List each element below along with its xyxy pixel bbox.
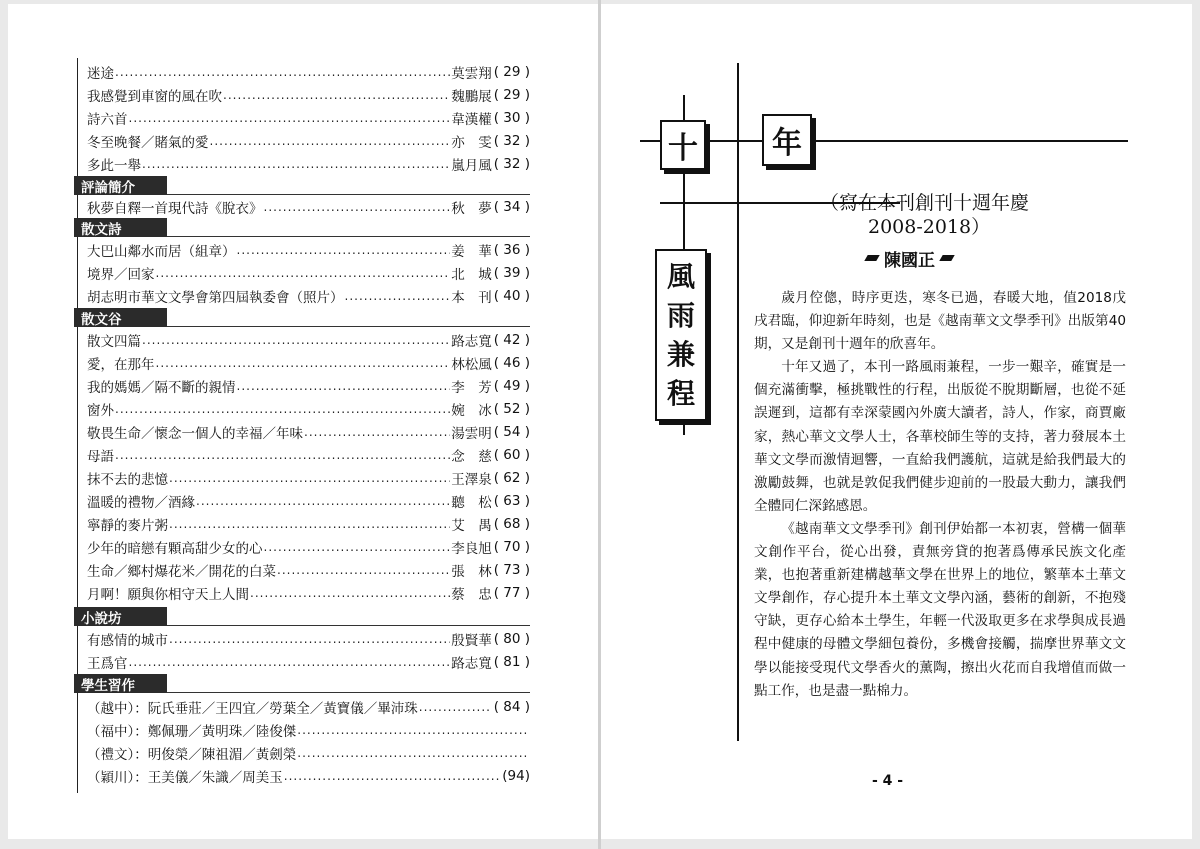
toc-entry[interactable]: （越中）：阮氏垂莊／王四宜／勞葉全／黃寶儀／畢沛珠 ..... ( 84 ) [87,696,530,717]
article-paragraph: 歲月倥傯，時序更迭，寒冬已過，春暖大地，值2018戊戌君臨，仰迎新年時刻，也是《越南華文文學季刊》出版第40期，又是創刊十週年的欣喜年。 [754,290,1126,353]
toc-entry[interactable]: 愛，在那年 ..... 林松風 ( 46 ) [87,352,530,373]
title-char: 風 [666,259,695,293]
toc-entry[interactable]: 多此一舉 ..... 嵐月風 ( 32 ) [87,153,530,174]
toc-entry[interactable]: 我感覺到車窗的風在吹 ..... 魏鵬展 ( 29 ) [87,84,530,105]
section-header-fiction: 小說坊 [74,607,167,626]
toc-entry[interactable]: 冬至晚餐／賭氣的愛 ..... 亦 雯 ( 32 ) [87,130,530,151]
toc-entry[interactable]: 秋夢自釋一首現代詩《脫衣》 ..... 秋 夢 ( 34 ) [87,196,530,217]
toc-entry[interactable]: 詩六首 ..... 韋漢權 ( 30 ) [87,107,530,128]
toc-entry[interactable]: 迷途 ..... 莫雲翔 ( 29 ) [87,61,530,82]
toc-entry[interactable]: 月啊！願與你相守天上人間 ..... 蔡 忠 ( 77 ) [87,582,530,603]
heading-char-year: 年 [762,114,812,166]
section-header-prose-poem: 散文詩 [74,218,167,237]
title-char: 雨 [666,298,695,332]
toc-entry[interactable]: 境界／回家 ..... 北 城 ( 39 ) [87,262,530,283]
section-rule [167,236,530,237]
section-rule [167,326,530,327]
frame-vertical-rule [737,63,739,741]
toc-entry[interactable]: 王爲官 ..... 路志寬 ( 81 ) [87,651,530,672]
section-rule [167,194,530,195]
toc-entry[interactable]: 溫暖的禮物／酒緣 ..... 聽 松 ( 63 ) [87,490,530,511]
author-mark-left [864,255,879,261]
section-header-review: 評論簡介 [74,176,167,195]
toc-entry[interactable]: （禮文）：明俊榮／陳祖湄／黃劍榮 ..... [87,742,530,763]
heading-char-ten: 十 [660,120,706,170]
toc-entry[interactable]: 窗外 ..... 婉 冰 ( 52 ) [87,398,530,419]
section-header-students: 學生習作 [74,674,167,693]
toc-entry[interactable]: 我的媽媽／隔不斷的親情 ..... 李 芳 ( 49 ) [87,375,530,396]
article-paragraph: 十年又過了，本刊一路風雨兼程，一步一艱辛，確實是一個充滿衝擊，極挑戰性的行程，出版從不脫期斷層，也從不延誤遲到，這都有幸深蒙國內外廣大讀者，詩人，作家，商賈廠家，熱心華文文學人士，各華校師生等的支持，著力發展本土華文文學而激情迴響，一直給我們護航，這就是給我們最大的激勵鼓舞，也就是敦促我們健步迎前的一股最大動力，讓我們全體同仁深銘感恩。 [754,359,1126,514]
toc-entry[interactable]: 生命／鄉村爆花米／開花的白菜 ..... 張 林 ( 73 ) [87,559,530,580]
author-mark-right [939,255,954,261]
toc-entry[interactable]: 少年的暗戀有顆高甜少女的心 ..... 李良旭 ( 70 ) [87,536,530,557]
toc-entry[interactable]: （福中）：鄭佩珊／黃明珠／陸俊傑 ..... [87,719,530,740]
toc-entry[interactable]: （穎川）：王美儀／朱識／周美玉 ..... (94) [87,765,530,786]
article-subtitle-line1: （寫在本刊創刊十週年慶 [820,192,1030,214]
toc-entry[interactable]: 寧靜的麥片粥 ..... 艾 禺 ( 68 ) [87,513,530,534]
title-char: 程 [666,376,695,410]
toc-entry[interactable]: 散文四篇 ..... 路志寬 ( 42 ) [87,329,530,350]
toc-entry[interactable]: 母語 ..... 念 慈 ( 60 ) [87,444,530,465]
toc-entry[interactable]: 敬畏生命／懷念一個人的幸福／年味 ..... 湯雲明 ( 54 ) [87,421,530,442]
article-author [866,246,953,270]
toc-entry[interactable]: 胡志明市華文文學會第四屆執委會（照片） ..... 本 刊 ( 40 ) [87,285,530,306]
article-title [655,249,707,421]
toc-entry[interactable]: 大巴山鄰水而居（組章） ..... 姜 華 ( 36 ) [87,239,530,260]
title-char: 兼 [666,337,695,371]
author-name: 陳國正 [884,250,935,271]
toc-entry[interactable]: 有感情的城市 ..... 殷賢華 ( 80 ) [87,628,530,649]
section-rule [167,625,530,626]
page-number: - 4 - [872,773,904,789]
section-header-prose: 散文谷 [74,308,167,327]
section-rule [167,692,530,693]
article-subtitle-line2: 2008-2018） [868,216,991,238]
article-body [754,287,1126,703]
toc-entry[interactable]: 抹不去的悲憶 ..... 王澤泉 ( 62 ) [87,467,530,488]
article-paragraph: 《越南華文文學季刊》創刊伊始都一本初衷，營構一個華文創作平台，從心出發，責無旁貸的抱著爲傳承民族文化產業，也抱著重新建構越華文學在世界上的地位，繁華本土華文文學創作，存心提升本土華文文學內涵，藝術的創新，不抱殘守缺，更存心給本土學生，年輕一代汲取更多在求學與成長過程中健康的母體文學細包養份，多機會接觸，揣摩世界華文文學以能接受現代文學香火的薰陶，擦出火花而自我增值而做一點工作，也是盡一點棉力。 [754,520,1126,699]
frame-horizontal-rule [640,140,1128,142]
